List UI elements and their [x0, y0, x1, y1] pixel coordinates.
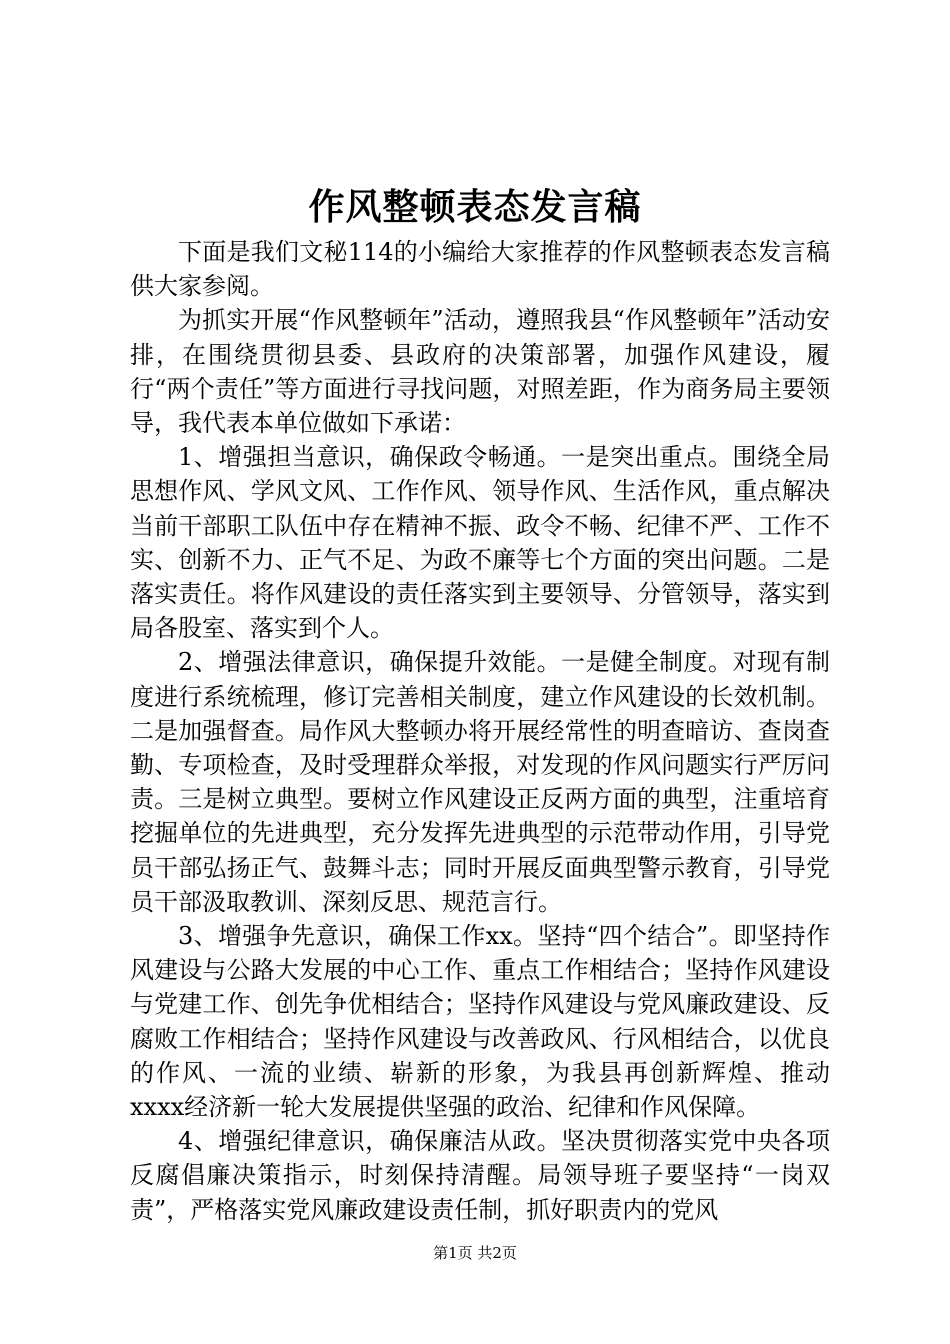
paragraph-commitment: 为抓实开展“作风整顿年”活动，遵照我县“作风整顿年”活动安排，在围绕贯彻县委、县政府的决策部署，加强作风建设，履行“两个责任”等方面进行寻找问题，对照差距，作为商务局主要领导，我代表本单位做如下承诺： — [130, 306, 830, 438]
page-footer: 第1页 共2页 — [433, 1244, 517, 1262]
paragraph-item-2: 2、增强法律意识，确保提升效能。一是健全制度。对现有制度进行系统梳理，修订完善相关制度，建立作风建设的长效机制。二是加强督查。局作风大整顿办将开展经常性的明查暗访、查岗查勤、专项检查，及时受理群众举报，对发现的作风问题实行严厉问责。三是树立典型。要树立作风建设正反两方面的典型，注重培育挖掘单位的先进典型，充分发挥先进典型的示范带动作用，引导党员干部弘扬正气、鼓舞斗志；同时开展反面典型警示教育，引导党员干部汲取教训、深刻反思、规范言行。 — [130, 648, 830, 916]
document-title: 作风整顿表态发言稿 — [308, 186, 642, 228]
paragraph-item-4: 4、增强纪律意识，确保廉洁从政。坚决贯彻落实党中央各项反腐倡廉决策指示，时刻保持清醒。局领导班子要坚持“一岗双责”，严格落实党风廉政建设责任制，抓好职责内的党风 — [130, 1127, 830, 1224]
paragraph-intro: 下面是我们文秘114的小编给大家推荐的作风整顿表态发言稿供大家参阅。 — [130, 238, 830, 301]
paragraph-item-3: 3、增强争先意识，确保工作xx。坚持“四个结合”。即坚持作风建设与公路大发展的中心工作、重点工作相结合；坚持作风建设与党建工作、创先争优相结合；坚持作风建设与党风廉政建设、反腐败工作相结合；坚持作风建设与改善政风、行风相结合，以优良的作风、一流的业绩、崭新的形象，为我县再创新辉煌、推动xxxx经济新一轮大发展提供坚强的政治、纪律和作风保障。 — [130, 922, 830, 1122]
document-body — [130, 235, 830, 1227]
paragraph-item-1: 1、增强担当意识，确保政令畅通。一是突出重点。围绕全局思想作风、学风文风、工作作风、领导作风、生活作风，重点解决当前干部职工队伍中存在精神不振、政令不畅、纪律不严、工作不实、创新不力、正气不足、为政不廉等七个方面的突出问题。二是落实责任。将作风建设的责任落实到主要领导、分管领导，落实到局各股室、落实到个人。 — [130, 443, 830, 643]
